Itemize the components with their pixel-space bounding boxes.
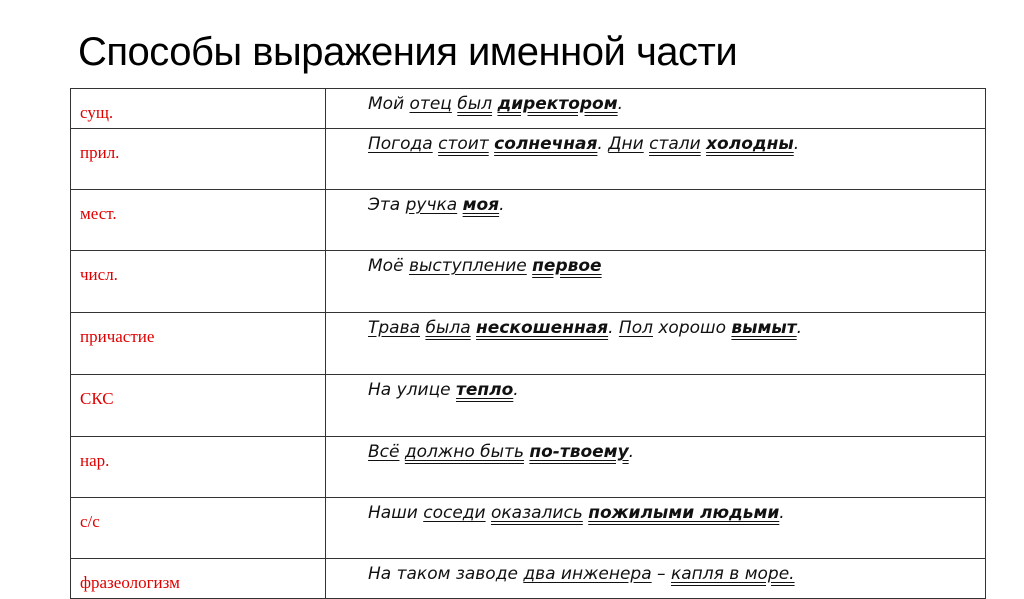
table-row: [71, 375, 986, 437]
example-fragment: пожилыми людьми: [588, 503, 780, 523]
example-cell: [326, 313, 986, 375]
example-fragment: был: [457, 94, 493, 114]
category-cell: мест.: [71, 190, 326, 251]
example-fragment: .: [617, 94, 624, 114]
example-fragment: по-твоему: [529, 442, 629, 462]
example-fragment: должно быть: [404, 442, 524, 462]
example-fragment: Дни: [608, 134, 644, 154]
table-row: [71, 190, 986, 251]
example-fragment: .: [499, 195, 505, 215]
example-cell: [326, 437, 986, 498]
category-cell: числ.: [71, 251, 326, 313]
example-fragment: Эта: [368, 195, 406, 215]
example-fragment: На таком заводе: [368, 564, 524, 584]
example-fragment: На улице: [368, 380, 457, 400]
example-cell: [326, 251, 986, 313]
example-fragment: Пол: [618, 318, 653, 338]
category-cell: прил.: [71, 129, 326, 190]
table-row: [71, 251, 986, 313]
example-fragment: Наши: [368, 503, 424, 523]
example-fragment: .: [779, 503, 785, 523]
example-fragment: выступление: [408, 256, 527, 276]
example-fragment: .: [608, 318, 619, 338]
example-fragment: нескошенная: [476, 318, 609, 338]
example-fragment: Всё: [368, 442, 400, 462]
example-fragment: капля в море.: [670, 564, 795, 584]
example-fragment: .: [793, 134, 800, 154]
example-fragment: ручка: [405, 195, 458, 215]
slide-title: Способы выражения именной части: [78, 30, 738, 74]
example-fragment: хорошо: [652, 318, 732, 338]
category-cell: сущ.: [71, 89, 326, 129]
category-cell: СКС: [71, 375, 326, 437]
table-row: [71, 313, 986, 375]
example-fragment: моя: [462, 195, 500, 215]
example-fragment: первое: [532, 256, 602, 276]
example-fragment: оказались: [490, 503, 583, 523]
example-cell: [326, 559, 986, 599]
example-fragment: .: [597, 134, 609, 154]
example-fragment: .: [513, 380, 519, 400]
example-fragment: солнечная: [494, 134, 598, 154]
category-cell: с/с: [71, 498, 326, 559]
example-fragment: –: [651, 564, 671, 584]
example-fragment: соседи: [423, 503, 486, 523]
category-cell: фразеологизм: [71, 559, 326, 599]
example-fragment: Трава: [368, 318, 421, 338]
example-cell: [326, 89, 986, 129]
example-cell: [326, 190, 986, 251]
category-cell: нар.: [71, 437, 326, 498]
table-row: [71, 437, 986, 498]
example-fragment: стоит: [438, 134, 489, 154]
example-cell: [326, 498, 986, 559]
table-row: [71, 129, 986, 190]
example-fragment: директором: [497, 94, 618, 114]
example-fragment: Моё: [368, 256, 409, 276]
grammar-table: [70, 88, 986, 599]
example-fragment: .: [796, 318, 803, 338]
example-fragment: Погода: [368, 134, 433, 154]
table-row: [71, 559, 986, 599]
example-fragment: Мой: [368, 94, 410, 114]
example-fragment: стали: [649, 134, 701, 154]
example-cell: [326, 375, 986, 437]
table-row: [71, 89, 986, 129]
example-fragment: тепло: [456, 380, 514, 400]
example-fragment: отец: [409, 94, 452, 114]
category-cell: причастие: [71, 313, 326, 375]
table-row: [71, 498, 986, 559]
example-fragment: .: [628, 442, 635, 462]
example-fragment: холодны: [706, 134, 794, 154]
example-fragment: была: [425, 318, 471, 338]
example-fragment: два инженера: [523, 564, 652, 584]
example-fragment: вымыт: [731, 318, 797, 338]
example-cell: [326, 129, 986, 190]
